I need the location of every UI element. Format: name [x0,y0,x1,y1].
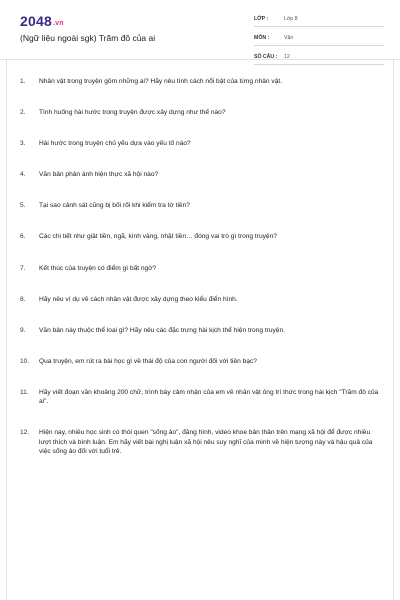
question-list [20,77,380,478]
question-item [20,108,380,117]
brand-logo[interactable] [20,13,64,29]
page-title: (Ngữ liệu ngoài sgk) Trăm đô của ai [20,33,156,43]
question-text: Kết thúc của truyện có điểm gì bất ngờ? [39,264,157,272]
page-border-left [6,60,7,600]
question-number: 4. [20,171,26,179]
meta-row-subject [254,31,384,46]
brand-suffix: .vn [52,20,64,27]
question-text: Hiện nay, nhiều học sinh có thói quen "sống ảo", đăng hình, video khoe bản thân trên mạng xã hội để được nhiều lượt thích và bình luận. Em hãy viết bài nghị luận xã hội nêu suy nghĩ của mình về hiện tượng này và hậu quả của việc sống ảo đối với tuổi trẻ. [39,429,373,455]
question-number: 7. [20,264,26,272]
meta-row-question-count [254,50,384,65]
question-text: Nhân vật trong truyện gồm những ai? Hãy nêu tính cách nổi bật của từng nhân vật. [39,78,283,85]
question-text: Văn bản phản ánh hiện thực xã hội nào? [39,171,159,179]
question-item [20,201,380,210]
question-number: 12. [20,429,30,437]
meta-value: Văn [284,35,294,41]
question-number: 10. [20,357,30,365]
question-number: 9. [20,326,26,334]
question-text: Hãy nêu ví dụ về cách nhân vật được xây dựng theo kiểu điển hình. [39,295,238,303]
page-border-right [393,60,394,600]
question-text: Hài hước trong truyện chủ yếu dựa vào yếu tố nào? [39,140,191,148]
question-item [20,77,380,86]
meta-label: LỚP : [254,16,269,22]
question-text: Các chi tiết như giật tiền, ngã, kính vàng, nhặt tiền… đóng vai trò gì trong truyện? [39,233,277,241]
question-item [20,428,380,456]
question-item [20,139,380,148]
meta-info [254,12,384,69]
meta-row-grade [254,12,384,27]
question-item [20,232,380,241]
question-item [20,264,380,273]
worksheet-header [0,0,400,60]
question-item [20,295,380,304]
meta-value: 12 [284,54,290,60]
question-number: 8. [20,295,26,303]
question-item [20,357,380,366]
question-text: Tại sao cảnh sát cũng bị bối rối khi kiểm tra tờ tiền? [39,202,190,210]
question-number: 1. [20,78,26,85]
question-number: 11. [20,388,29,396]
meta-label: SỐ CÂU : [254,54,278,60]
question-text: Văn bản này thuộc thể loại gì? Hãy nêu các đặc trưng hài kịch thể hiện trong truyện. [39,326,285,334]
question-text: Tình huống hài hước trong truyện được xây dựng như thế nào? [39,109,226,117]
question-text: Qua truyện, em rút ra bài học gì về thái độ của con người đối với tiền bạc? [39,357,257,365]
question-number: 6. [20,233,26,241]
question-number: 2. [20,109,26,117]
question-item [20,388,380,407]
meta-value: Lớp 8 [284,16,298,22]
question-number: 3. [20,140,26,148]
question-number: 5. [20,202,26,210]
question-text: Hãy viết đoạn văn khoảng 200 chữ, trình bày cảm nhận của em về nhân vật ông trí thức trong hài kịch "Trăm đô của ai". [39,388,379,406]
meta-label: MÔN : [254,35,270,41]
brand-main: 2048 [20,13,52,29]
question-item [20,326,380,335]
question-item [20,170,380,179]
